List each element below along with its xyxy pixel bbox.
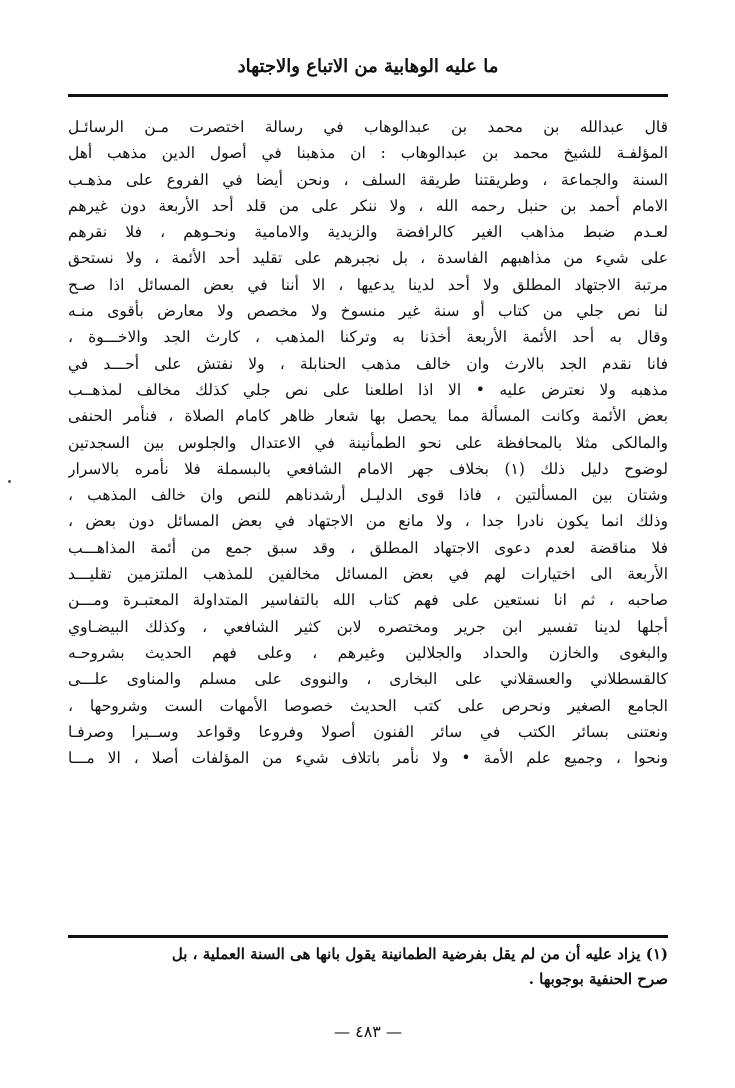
footnote xyxy=(68,942,668,992)
body-line: السنة والجماعة ، وطريقتنا طريقة السلف ، ونحن أيضا في الفروع على مذهـب xyxy=(68,170,668,189)
body-line: بعض الأئمة وكانت المسألة مما يحصل بها شعار ظاهر كامام الصلاة ، فنأمر الحنفى xyxy=(68,407,668,426)
body-line: مذهبه ولا نعترض عليه • الا اذا اطلعنا على نص جلي كذلك مخالف لمذهــب xyxy=(68,380,668,399)
body-line: وشتان بين المسألتين ، فاذا قوى الدليـل أرشدناهم للنص وان خالف المذهب ، xyxy=(68,486,668,505)
body-text xyxy=(68,114,668,771)
body-line: وقال به أحد الأئمة الأربعة أخذنا به وتركنا المذهب ، كارث الجد والاخـــوة ، xyxy=(68,328,668,347)
body-line: لعـدم ضبط مذاهب الغير كالرافضة والزيدية والامامية ونحـوهم ، فلا نقرهم xyxy=(68,223,668,242)
body-line: والبغوى والخازن والحداد والجلالين وغيرهم ، وعلى فهم الحديث بشروحـه xyxy=(68,643,668,662)
body-line: فانا نقدم الجد بالارث وان خالف مذهب الحنابلة ، ولا نفتش على أحـــد في xyxy=(68,354,668,373)
body-line: ونعتنى بسائر الكتب في سائر الفنون أصولا وفروعا وقواعد وســيرا وصرفـا xyxy=(68,722,668,741)
margin-speck xyxy=(8,480,11,483)
page-number: — ٤٨٣ — xyxy=(334,1022,402,1041)
body-line: فلا مناقضة لعدم دعوى الاجتهاد المطلق ، وقد سبق جمع من أئمة المذاهـــب xyxy=(68,538,668,557)
footnote-line: صرح الحنفية بوجوبها . xyxy=(528,970,668,988)
body-line: أجلها لدينا تفسير ابن جرير ومختصره لابن كثير الشافعي ، وكذلك البيضـاوي xyxy=(68,617,668,636)
running-header: ما عليه الوهابية من الاتباع والاجتهاد xyxy=(237,56,499,77)
body-line: المؤلفـة للشيخ محمد بن عبدالوهاب : ان مذهبنا في أصول الدين مذهب أهل xyxy=(68,144,668,163)
body-line: كالقسطلاني والعسقلاني على البخارى ، والنووى على مسلم والمناوى علـــى xyxy=(68,670,668,689)
body-line: صاحبه ، ثم انا نستعين على فهم كتاب الله بالتفاسير المتداولة المعتبـرة ومـــن xyxy=(68,591,668,610)
footnote-rule xyxy=(68,935,668,938)
footnote-line: (١) يزاد عليه أن من لم يقل بفرضية الطمانينة يقول بانها هى السنة العملية ، بل xyxy=(171,945,668,963)
body-line: قال عبدالله بن محمد بن عبدالوهاب في رسالة اختصرت مـن الرسائـل xyxy=(68,118,668,136)
body-line: لنا نص جلي من كتاب أو سنة غير منسوخ ولا مخصص ولا معارض بأقوى منـه xyxy=(68,302,668,321)
body-line: لوضوح دليل ذلك (١) بخلاف جهر الامام الشافعي بالبسملة فلا نأمره بالاسرار xyxy=(68,459,668,478)
body-line: الأربعة الى اختيارات لهم في بعض المسائل مخالفين للمذهب الملتزمين تقليـــد xyxy=(68,565,668,584)
body-line: والمالكى مثلا بالمحافظة على نحو الطمأنينة في الاعتدال والجلوس بين السجدتين xyxy=(68,433,668,452)
body-line: ونحوا ، وجميع علم الأمة • ولا نأمر باتلاف شيء من المؤلفات أصلا ، الا مـــا xyxy=(68,749,668,768)
body-line: مرتبة الاجتهاد المطلق ولا أحد لدينا يدعيها ، الا أننا في بعض المسائل اذا صـح xyxy=(68,275,668,294)
body-line: على شيء من مذاهبهم الفاسدة ، بل نجبرهم على تقليد أحد الأئمة ، ولا نستحق xyxy=(68,249,668,268)
body-line: الجامع الصغير ونحرص على كتب الحديث خصوصا الأمهات الست وشروحها ، xyxy=(68,696,668,715)
body-line: وذلك انما يكون نادرا جدا ، ولا مانع من الاجتهاد في بعض المسائل دون بعض ، xyxy=(68,512,668,531)
body-line: الامام أحمد بن حنبل رحمه الله ، ولا ننكر على من قلد أحد الأربعة دون غيرهم xyxy=(68,196,668,215)
header-rule xyxy=(68,94,668,97)
